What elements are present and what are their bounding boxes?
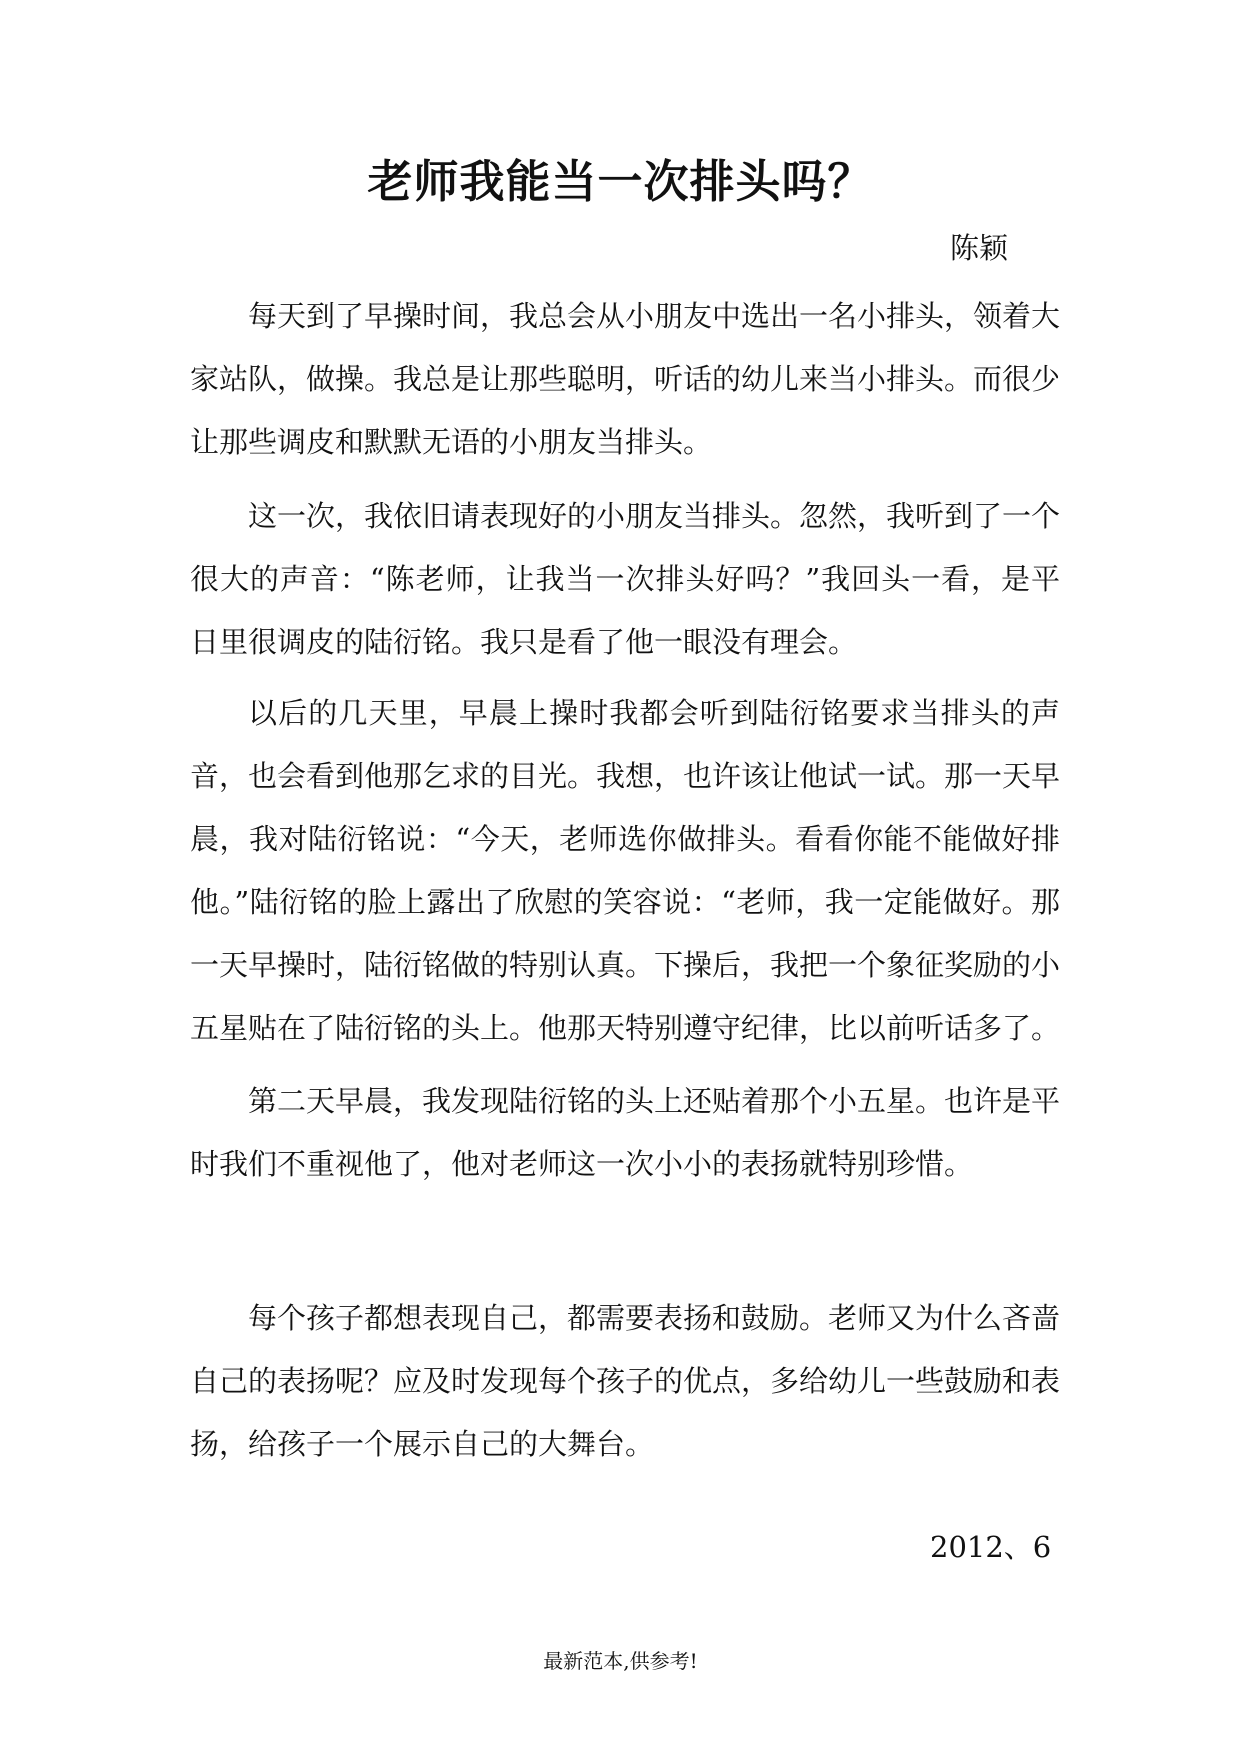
page-title: 老师我能当一次排头吗？ xyxy=(367,155,874,208)
document-date: 2012、6 xyxy=(930,1530,1052,1564)
author-name: 陈颖 xyxy=(950,231,1009,265)
paragraph-1: 每天到了早操时间，我总会从小朋友中选出一名小排头，领着大家站队，做操。我总是让那些聪明，听话的幼儿来当小排头。而很少让那些调皮和默默无语的小朋友当排头。 xyxy=(190,299,1061,459)
paragraph-5: 每个孩子都想表现自己，都需要表扬和鼓励。老师又为什么吝啬自己的表扬呢？应及时发现每个孩子的优点，多给幼儿一些鼓励和表扬，给孩子一个展示自己的大舞台。 xyxy=(190,1301,1061,1461)
paragraph-2: 这一次，我依旧请表现好的小朋友当排头。忽然，我听到了一个很大的声音：“陈老师，让我当一次排头好吗？”我回头一看，是平日里很调皮的陆衍铭。我只是看了他一眼没有理会。 xyxy=(190,499,1061,659)
paragraph-4: 第二天早晨，我发现陆衍铭的头上还贴着那个小五星。也许是平时我们不重视他了，他对老师这一次小小的表扬就特别珍惜。 xyxy=(190,1084,1061,1181)
page-footer: 最新范本,供参考! xyxy=(543,1649,698,1673)
paragraph-3: 以后的几天里，早晨上操时我都会听到陆衍铭要求当排头的声音，也会看到他那乞求的目光。我想，也许该让他试一试。那一天早晨，我对陆衍铭说：“今天，老师选你做排头。看看你能不能做好排他。”陆衍铭的脸上露出了欣慰的笑容说：“老师，我一定能做好。那一天早操时，陆衍铭做的特别认真。下操后，我把一个象征奖励的小五星贴在了陆衍铭的头上。他那天特别遵守纪律，比以前听话多了。 xyxy=(190,696,1061,1045)
